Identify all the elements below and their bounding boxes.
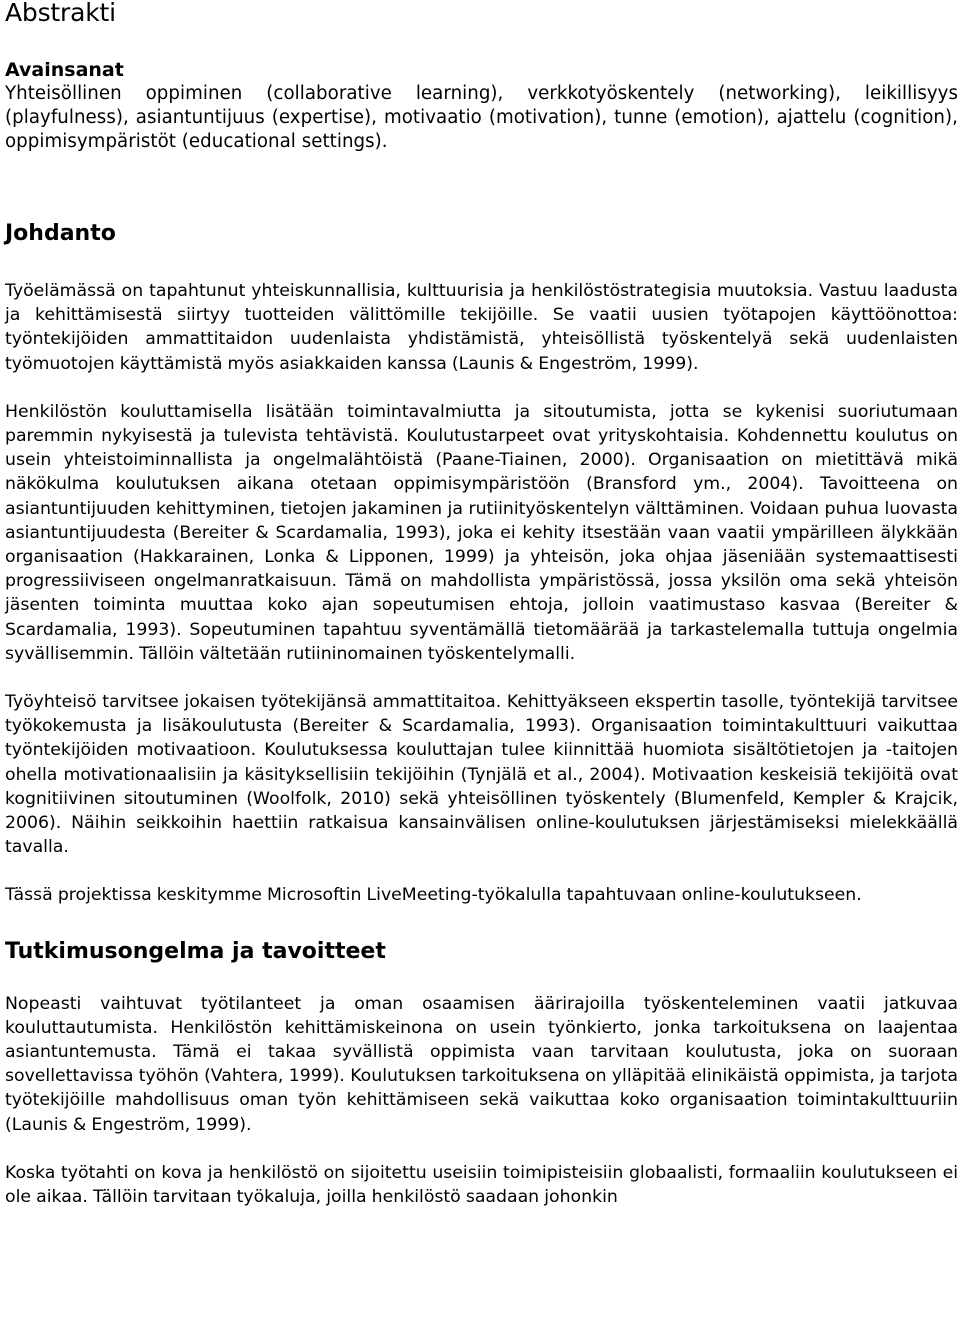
paragraph: Henkilöstön kouluttamisella lisätään toimintavalmiutta ja sitoutumista, jotta se kykenisi suoriutumaan paremmin nykyisestä ja tulevista tehtävistä. Koulutustarpeet ovat yrityskohtaisia. Kohdennettu koulutus on usein yhteistoiminnallista ja ongelmalähtöistä (Paane-Tiainen, 2000). Organisaation on mietittävä mikä näkökulma koulutuksen aikana otetaan oppimisympäristöön (Bransford ym., 2004). Tavoitteena on asiantuntijuuden kehittyminen, tietojen jakaminen ja rutiinityöskentelyn välttäminen. Voidaan puhua luovasta asiantuntijuudesta (Bereiter & Scardamalia, 1993), joka ei kehity itsestään vaan vaatii ympärilleen älykkään organisaation (Hakkarainen, Lonka & Lipponen, 1999) ja yhteisön, joka ohjaa jäseniään systemaattisesti progressiiviseen ongelmanratkaisuun. Tämä on mahdollista ympäristössä, jossa yksilön oma sekä yhteisön jäsenten toiminta muuttaa koko ajan sopeutumisen ehtoja, jolloin vaatimustaso kasvaa (Bereiter & Scardamalia, 1993). Sopeutuminen tapahtuu syventämällä tietomäärää ja tarkastelemalla tuttuja ongelmia syvällisemmin. Tällöin vältetään rutiininomainen työskentelymalli.: [5, 401, 958, 664]
section-heading-tutkimusongelma: Tutkimusongelma ja tavoitteet: [5, 938, 386, 964]
paragraph: Työelämässä on tapahtunut yhteiskunnallisia, kulttuurisia ja henkilöstöstrategisia muutoksia. Vastuu laadusta ja kehittämisestä siirtyy tuotteiden välittömille tekijöille. Se vaatii uusien työtapojen käyttöönottoa: työntekijöiden ammattitaidon uudenlaista yhdistämistä, yhteisöllistä työskentelyä sekä uudenlaisten työmuotojen käyttämistä myös asiakkaiden kanssa (Launis & Engeström, 1999).: [5, 281, 958, 374]
paragraph: Työyhteisö tarvitsee jokaisen työtekijänsä ammattitaitoa. Kehittyäkseen ekspertin tasolle, työntekijä tarvitsee työkokemusta ja lisäkoulutusta (Bereiter & Scardamalia, 1993). Organisaation toimintakulttuuri vaikuttaa työntekijöiden motivaatioon. Koulutuksessa kouluttajan tulee kiinnittää huomiota sisältötietojen ja -taitojen ohella motivationaalisiin ja käsityksellisiin tekijöihin (Tynjälä et al., 2004). Motivaation keskeisiä tekijöitä ovat kognitiivinen sitoutuminen (Woolfolk, 2010) sekä yhteisöllinen työskentely (Blumenfeld, Kempler & Krajcik, 2006). Näihin seikkoihin haettiin ratkaisua kansainvälisen online-koulutuksen järjestämiseksi mielekkäällä tavalla.: [5, 692, 958, 858]
paragraph: Tässä projektissa keskitymme Microsoftin LiveMeeting-työkalulla tapahtuvaan online-koulutukseen.: [5, 885, 862, 906]
paragraph: Nopeasti vaihtuvat työtilanteet ja oman osaamisen äärirajoilla työskenteleminen vaatii jatkuvaa kouluttautumista. Henkilöstön kehittämiskeinona on usein työnkierto, jonka tarkoituksena on laajentaa asiantuntemusta. Tämä ei takaa syvällistä oppimista vaan tarvitaan koulutusta, joka on suoraan sovellettavissa työhön (Vahtera, 1999). Koulutuksen tarkoituksena on ylläpitää elinikäistä oppimista, ja tarjota työtekijöille mahdollisuus oman työn kehittämiseen sekä vaikuttaa koko organisaation toimintakulttuuriin (Launis & Engeström, 1999).: [5, 993, 958, 1135]
paragraph: Koska työtahti on kova ja henkilöstö on sijoitettu useisiin toimipisteisiin globaalisti, formaaliin koulutukseen ei ole aikaa. Tällöin tarvitaan työkaluja, joilla henkilöstö saadaan johonkin: [5, 1162, 958, 1208]
keywords-heading: Avainsanat: [5, 59, 124, 81]
keywords-text: Yhteisöllinen oppiminen (collaborative learning), verkkotyöskentely (networking), leikillisyys (playfulness), asiantuntijuus (expertise), motivaatio (motivation), tunne (emotion), ajattelu (cognition), oppimisympäristöt (educational settings).: [5, 83, 958, 152]
section-heading-johdanto: Johdanto: [5, 221, 116, 246]
document-page: [5, 0, 958, 1209]
page-title: Abstrakti: [5, 0, 116, 27]
